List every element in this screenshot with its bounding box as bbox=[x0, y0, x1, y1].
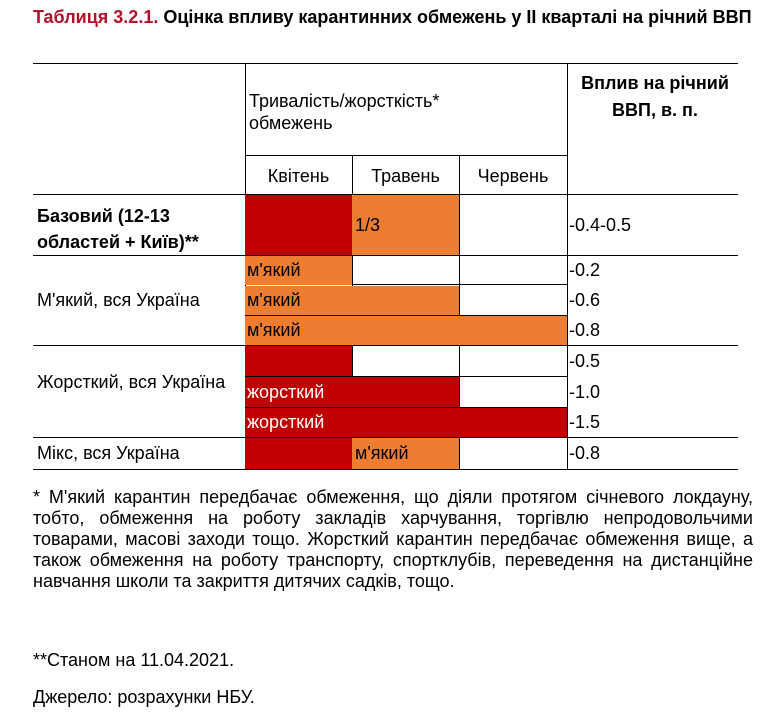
bar-label-soft-1: м'який bbox=[247, 260, 301, 280]
bar-basic-april bbox=[245, 195, 352, 255]
header-impact: Вплив на річний ВВП, в. п. bbox=[581, 73, 729, 120]
impact-hard-2: -1.0 bbox=[569, 382, 601, 402]
impact-hard-1: -0.5 bbox=[569, 351, 601, 371]
header-month-june: Червень bbox=[477, 166, 549, 186]
bar-label-basic: 1/3 bbox=[355, 215, 381, 235]
bar-label-mix: м'який bbox=[355, 443, 409, 463]
bar-label-hard-2: жорсткий bbox=[247, 382, 325, 402]
header-month-april: Квітень bbox=[267, 166, 330, 186]
table-top-border bbox=[33, 63, 738, 64]
bar-label-soft-3: м'який bbox=[247, 320, 301, 340]
bar-mix-april bbox=[245, 438, 352, 469]
impact-soft-3: -0.8 bbox=[569, 320, 601, 340]
footnote-quarantine: * М'який карантин передбачає обмеження, що діяли протягом січневого локдауну, тобто, обмеження на роботу закладів харчування, торгівлю непродовольчими товарами, масові заходи тощо. Жорсткий карантин передбачає обмеження вище, а також обмеження на роботу транспорту, спортклубів, переведення на дистанційне навчання школи та закриття дитячих садків, тощо. bbox=[33, 487, 753, 591]
header-month-may: Травень bbox=[371, 166, 440, 186]
impact-hard-3: -1.5 bbox=[569, 412, 601, 432]
impact-mix: -0.8 bbox=[569, 443, 601, 463]
bar-label-soft-2: м'який bbox=[247, 290, 301, 310]
row-label-basic: Базовий (12-13 областей + Київ)** bbox=[37, 206, 199, 252]
bar-label-hard-3: жорсткий bbox=[247, 412, 325, 432]
row-label-hard: Жорсткий, вся Україна bbox=[37, 372, 226, 392]
row-label-mix: Мікс, вся Україна bbox=[37, 443, 180, 463]
header-duration: Тривалість/жорсткість* обмежень bbox=[249, 91, 440, 133]
table-number: Таблиця 3.2.1. bbox=[33, 7, 159, 27]
source-note: Джерело: розрахунки НБУ. bbox=[33, 687, 255, 707]
impact-soft-2: -0.6 bbox=[569, 290, 601, 310]
row-divider-basic bbox=[33, 255, 738, 256]
header-month-divider bbox=[245, 155, 567, 156]
table-caption: Оцінка впливу карантинних обмежень у ІІ кварталі на річний ВВП bbox=[158, 7, 752, 27]
bar-hard-1 bbox=[245, 346, 352, 376]
col-divider-impact bbox=[567, 63, 568, 469]
row-divider-soft bbox=[33, 345, 738, 346]
impact-soft-1: -0.2 bbox=[569, 260, 601, 280]
impact-basic: -0.4-0.5 bbox=[569, 215, 632, 235]
table-title bbox=[33, 6, 753, 28]
footnote-date: **Станом на 11.04.2021. bbox=[33, 650, 235, 670]
row-label-soft: М'який, вся Україна bbox=[37, 290, 200, 310]
table-bottom-border bbox=[33, 469, 738, 470]
